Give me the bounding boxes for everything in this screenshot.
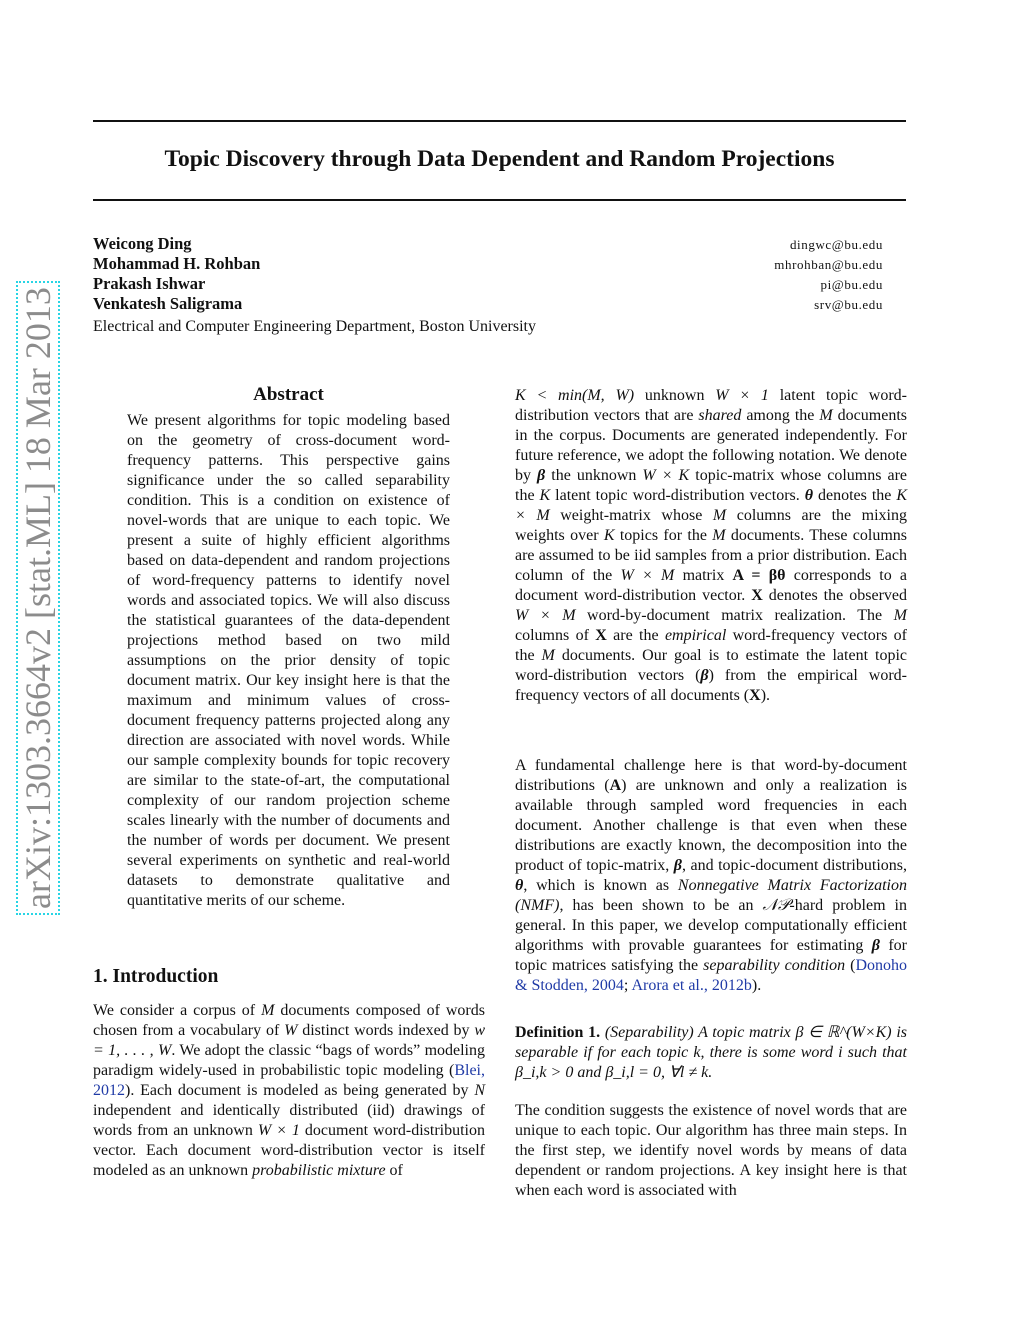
definition-label: Definition 1. <box>515 1024 601 1041</box>
definition-text: (Separability) A topic matrix β ∈ ℝ^(W×K) is separable if for each topic k, there is some word i such that β_i,k > 0 and β_i,l = 0, ∀l ≠ k. <box>515 1024 908 1081</box>
definition-1 <box>515 1023 907 1083</box>
title-bottom-rule <box>93 199 906 201</box>
author-name: Venkatesh Saligrama <box>93 294 243 313</box>
abstract-heading: Abstract <box>253 384 324 405</box>
section-heading-introduction: 1. Introduction <box>93 966 219 987</box>
author-email: pi@bu.edu <box>820 277 883 292</box>
author-email: dingwc@bu.edu <box>789 237 883 252</box>
right-column-paragraph-3: The condition suggests the existence of novel words that are unique to each topic. Our algorithm has three main steps. In the first step, we identify novel words by means of data dependent or random projections. A key insight here is that when each word is associated with <box>515 1102 907 1199</box>
author-name: Weicong Ding <box>93 234 192 253</box>
abstract-text: We present algorithms for topic modeling based on the geometry of cross-document word-frequency patterns. This perspective gains significance under the so called separability condition. This is a condition on existence of novel-words that are unique to each topic. We present a suite of highly efficient algorithms based on data-dependent and random projections of word-frequency patterns to identify novel words and associated topics. We will also discuss the statistical guarantees of the data-dependent projections method based on two mild assumptions on the prior density of topic document matrix. Our key insight here is that the maximum and minimum values of cross-document frequency patterns projected along any direction are associated with novel words. While our sample complexity bounds for topic recovery are similar to the state-of-art, the computational complexity of our random projection scheme scales linearly with the number of documents and the number of words per document. We present several experiments on synthetic and real-world datasets to demonstrate qualitative and quantitative merits of our scheme. <box>127 412 450 909</box>
abstract-body <box>127 411 450 911</box>
affiliation: Electrical and Computer Engineering Department, Boston University <box>93 318 536 335</box>
title-top-rule <box>93 120 906 122</box>
citation-link[interactable]: Blei, 2012 <box>93 1062 485 1099</box>
author-name: Prakash Ishwar <box>93 274 206 293</box>
intro-paragraph: We consider a corpus of M documents composed of words chosen from a vocabulary of W distinct words indexed by w = 1, . . . , W. We adopt the classic “bags of words” modeling paradigm widely-used in probabilistic topic modeling (Blei, 2012). Each document is modeled as being generated by N independent and identically distributed (iid) drawings of words from an unknown W × 1 document word-distribution vector. Each document word-distribution vector is itself modeled as an unknown probabilistic mixture of <box>93 1002 486 1179</box>
arxiv-id-text: arXiv:1303.3664v2 [stat.ML] 18 Mar 2013 <box>16 281 60 915</box>
citation-link[interactable]: Arora et al., 2012b <box>631 977 752 994</box>
author-email: mhrohban@bu.edu <box>774 257 883 272</box>
right-column-paragraph-1: K < min(M, W) unknown W × 1 latent topic word-distribution vectors that are shared among the M documents in the corpus. Documents are generated independently. For future reference, we adopt the following notation. We denote by β the unknown W × K topic-matrix whose columns are the K latent topic word-distribution vectors. θ denotes the K × M weight-matrix whose M columns are the mixing weights over K topics for the M documents. These columns are assumed to be iid samples from a prior distribution. Each column of the W × M matrix A = βθ corresponds to a document word-distribution vector. X denotes the observed W × M word-by-document matrix realization. The M columns of X are the empirical word-frequency vectors of the M documents. Our goal is to estimate the latent topic word-distribution vectors (β) from the empirical word-frequency vectors of all documents (X). <box>515 387 908 704</box>
paper-title: Topic Discovery through Data Dependent and Random Projections <box>164 146 835 172</box>
citation-link[interactable]: Donoho & Stodden, 2004 <box>515 957 907 994</box>
right-column-paragraph-2: A fundamental challenge here is that word-by-document distributions (A) are unknown and only a realization is available through sampled word frequencies in each document. Another challenge is that even when these distributions are exactly known, the decomposition into the product of topic-matrix, β, and topic-document distributions, θ, which is known as Nonnegative Matrix Factorization (NMF), has been shown to be an 𝒩𝒫-hard problem in general. In this paper, we develop computationally efficient algorithms with provable guarantees for estimating β for topic matrices satisfying the separability condition (Donoho & Stodden, 2004; Arora et al., 2012b). <box>515 757 908 994</box>
author-name: Mohammad H. Rohban <box>93 254 261 273</box>
author-email: srv@bu.edu <box>814 297 883 312</box>
arxiv-identifier <box>16 287 60 915</box>
